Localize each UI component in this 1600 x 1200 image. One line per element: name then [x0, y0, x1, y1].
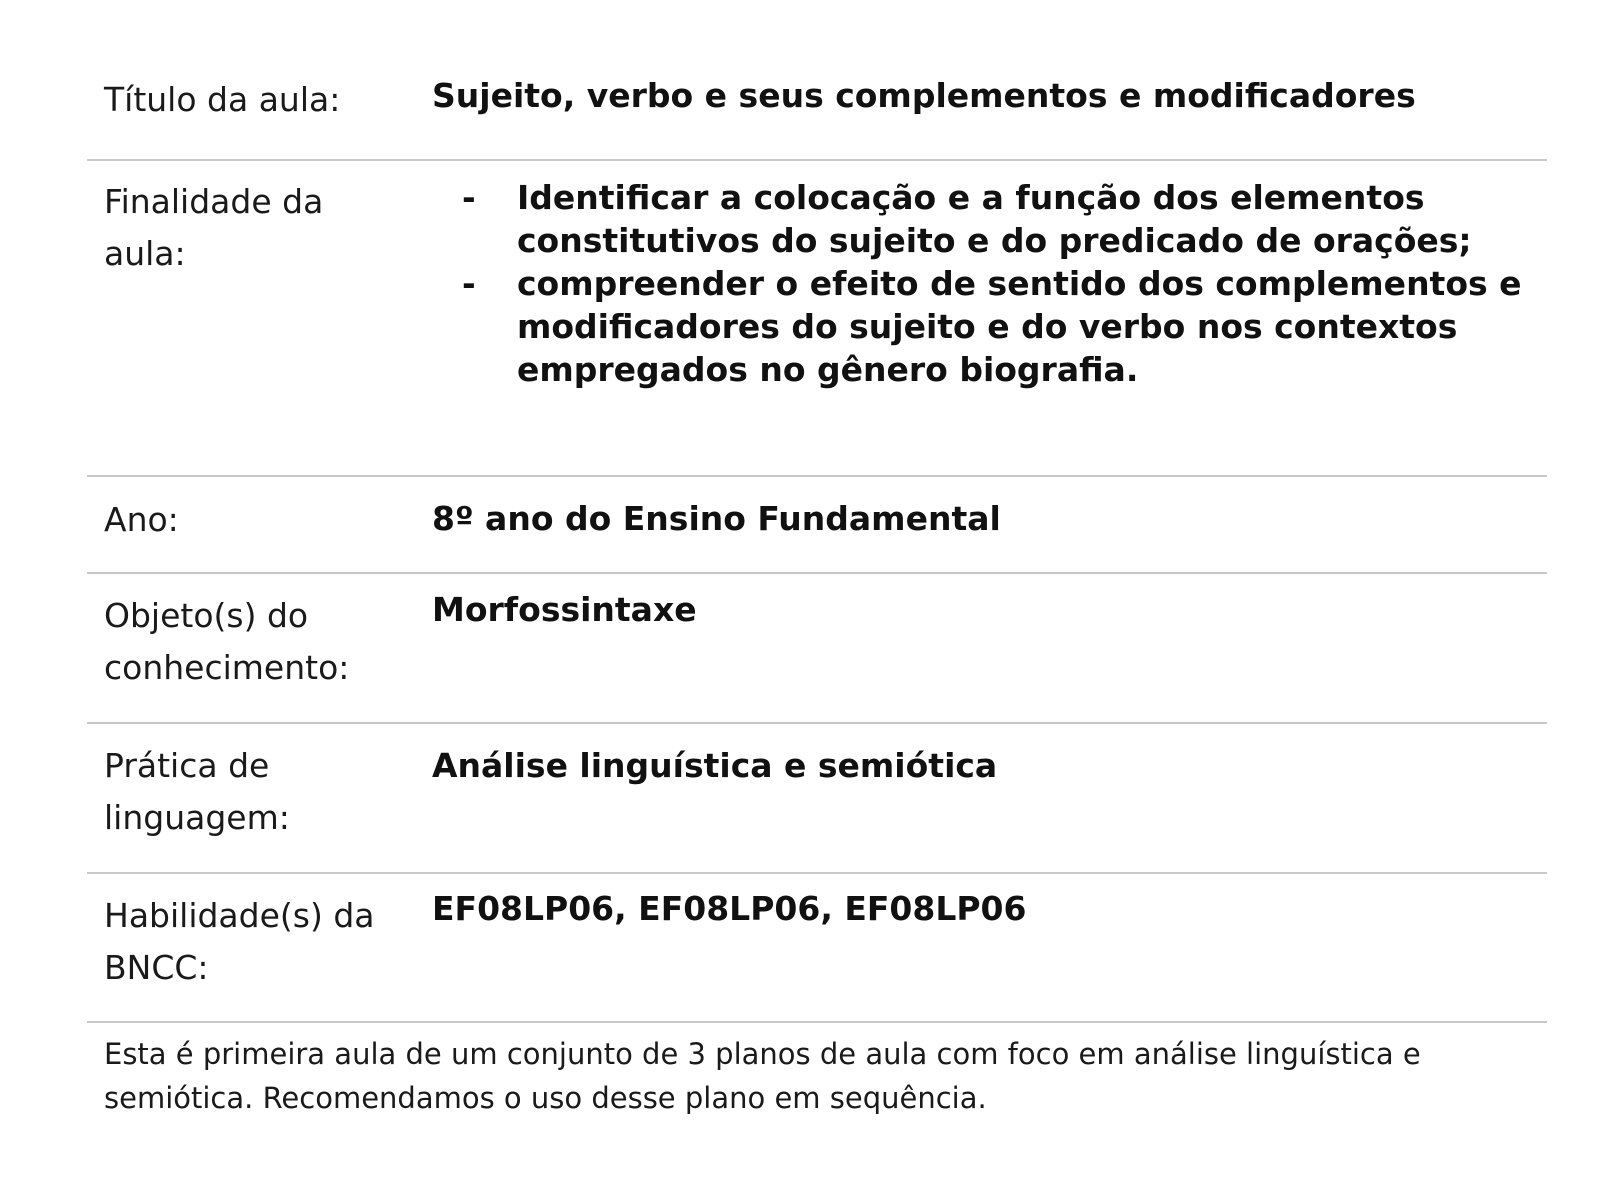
- purpose-item-text: Identificar a colocação e a função dos elementos constitutivos do sujeito e do predicado de orações;: [517, 178, 1472, 260]
- lesson-title-value: Sujeito, verbo e seus complementos e modificadores: [432, 76, 1416, 115]
- divider: [87, 1021, 1547, 1023]
- divider: [87, 872, 1547, 874]
- bncc-skills-value: EF08LP06, EF08LP06, EF08LP06: [432, 889, 1027, 928]
- bullet-dash: -: [462, 178, 476, 217]
- divider: [87, 572, 1547, 574]
- row-language-practice: [87, 740, 1547, 850]
- divider: [87, 722, 1547, 724]
- row-lesson-title: [87, 74, 1547, 134]
- list-item: [432, 262, 1542, 391]
- knowledge-objects-value: Morfossintaxe: [432, 590, 697, 629]
- lesson-purpose-label: Finalidade da aula:: [104, 182, 324, 273]
- bullet-dash: -: [462, 264, 476, 303]
- lesson-purpose-list: [432, 176, 1542, 391]
- row-bncc-skills: [87, 890, 1547, 1000]
- school-year-value: 8º ano do Ensino Fundamental: [432, 499, 1001, 538]
- divider: [87, 475, 1547, 477]
- purpose-item-text: compreender o efeito de sentido dos complementos e modificadores do sujeito e do verbo nos contextos empregados no gênero biografia.: [517, 264, 1522, 389]
- row-school-year: [87, 494, 1547, 554]
- row-knowledge-objects: [87, 590, 1547, 700]
- list-item: [432, 176, 1542, 262]
- divider: [87, 159, 1547, 161]
- language-practice-label: Prática de linguagem:: [104, 746, 290, 837]
- bncc-skills-label: Habilidade(s) da BNCC:: [104, 896, 375, 987]
- row-lesson-purpose: [87, 176, 1547, 456]
- knowledge-objects-label: Objeto(s) do conhecimento:: [104, 596, 350, 687]
- lesson-title-label: Título da aula:: [104, 80, 341, 119]
- language-practice-value: Análise linguística e semiótica: [432, 746, 998, 785]
- school-year-label: Ano:: [104, 500, 179, 539]
- footer-note: Esta é primeira aula de um conjunto de 3 planos de aula com foco em análise linguística e semiótica. Recomendamos o uso desse plano em sequência.: [104, 1037, 1421, 1115]
